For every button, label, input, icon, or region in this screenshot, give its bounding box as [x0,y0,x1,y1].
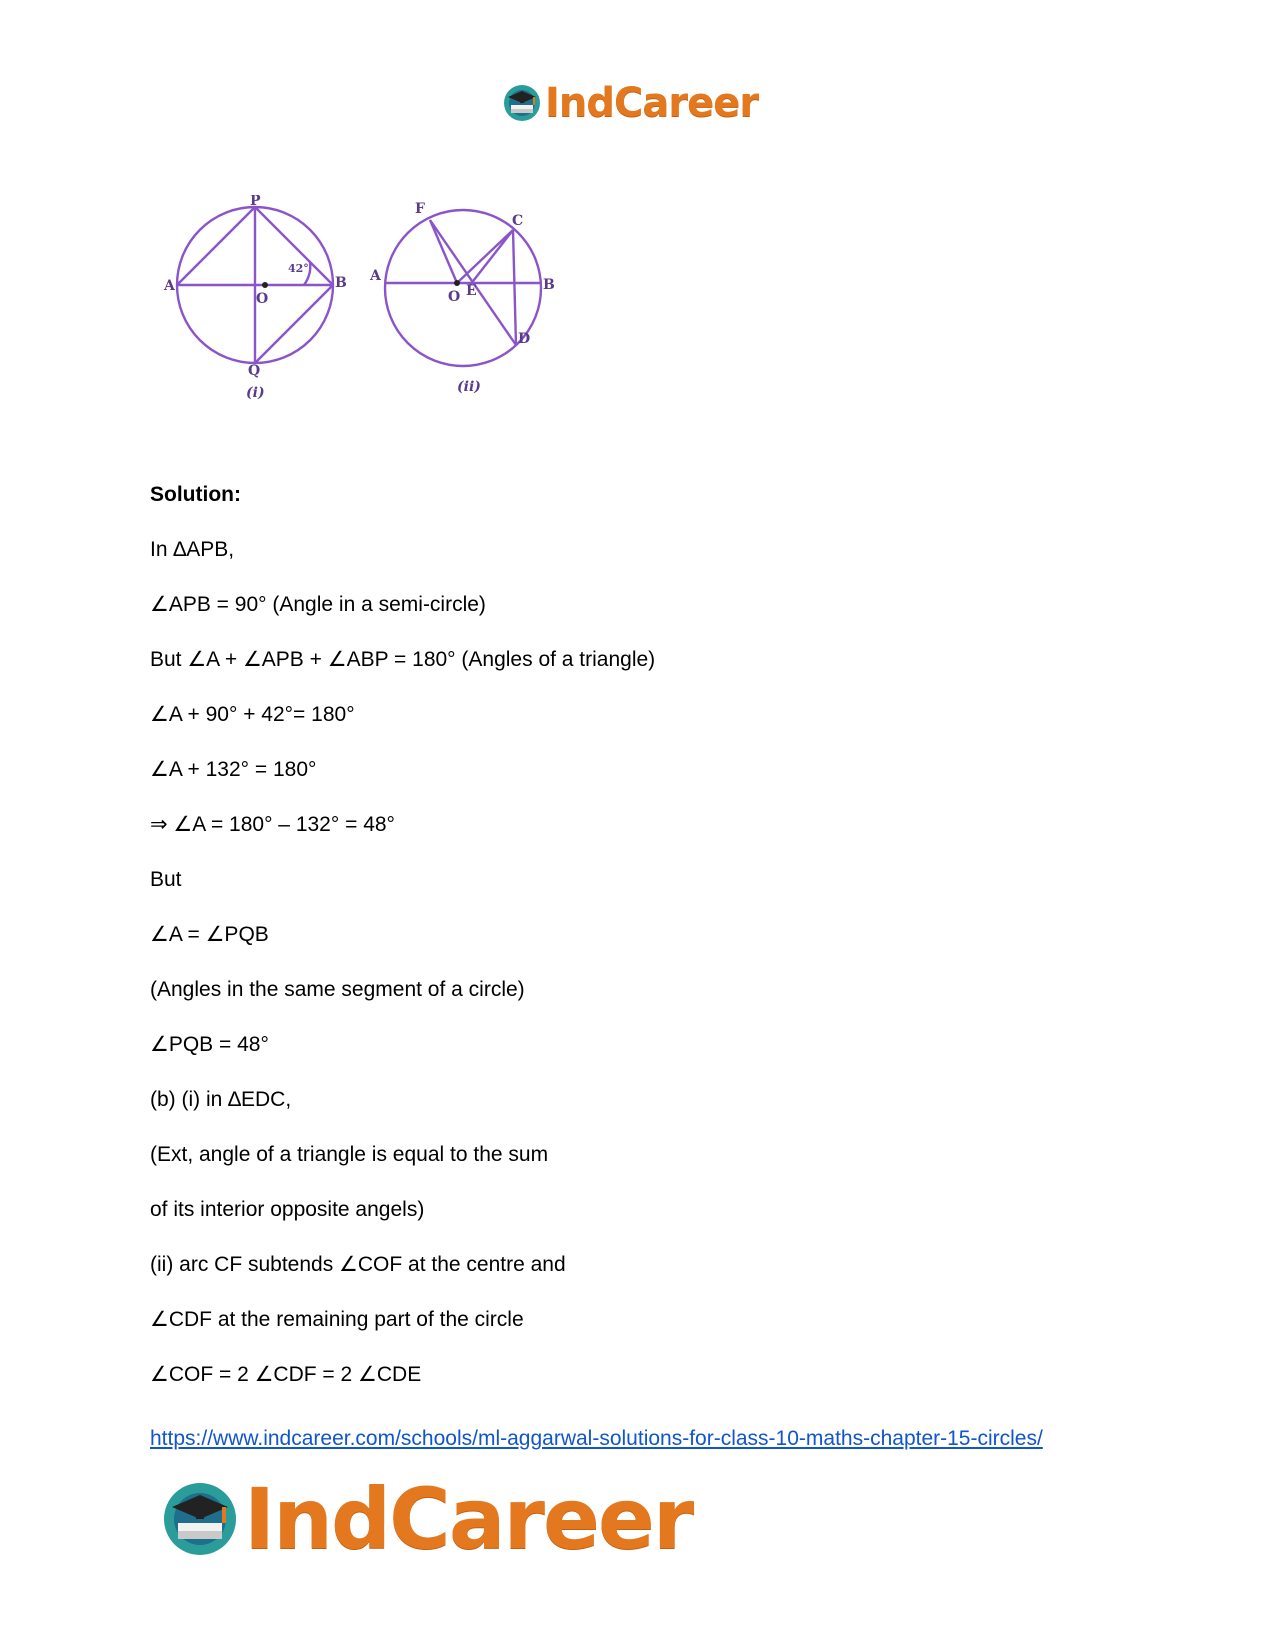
label-e: E [466,283,477,299]
label-a-i: A [164,278,175,294]
label-p: P [250,195,261,209]
solution-heading: Solution: [150,483,241,506]
solution-line: But ∠A + ∠APB + ∠ABP = 180° (Angles of a triangle) [150,648,656,671]
chord-cd [513,230,516,345]
solution-line: ∠APB = 90° (Angle in a semi-circle) [150,593,486,616]
line-oc [457,230,513,283]
line-ec [470,230,513,285]
label-a-ii: A [370,268,381,284]
center-o-i [262,282,268,288]
header-logo [502,80,758,126]
solution-line: (Ext, angle of a triangle is equal to the sum [150,1143,549,1166]
solution-line: In ∆APB, [150,538,235,561]
center-o-ii [454,280,460,286]
label-q: Q [248,363,261,379]
solution-line: ∠A + 132° = 180° [150,758,317,781]
caption-ii: (ii) [457,379,481,395]
label-b-ii: B [543,277,555,293]
solution-line: of its interior opposite angels) [150,1198,425,1221]
caption-i: (i) [246,385,265,401]
label-f: F [415,201,425,217]
label-b-i: B [335,275,347,291]
solution-line: ∠PQB = 48° [150,1033,269,1056]
label-o-i: O [256,291,269,307]
footer-logo [160,1470,692,1568]
logo-text: IndCareer [244,1470,693,1568]
solution-line: (ii) arc CF subtends ∠COF at the centre and [150,1253,566,1276]
label-c: C [512,213,524,229]
solution-line: (b) (i) in ∆EDC, [150,1088,292,1111]
solution-line: (Angles in the same segment of a circle) [150,978,525,1001]
source-link[interactable]: https://www.indcareer.com/schools/ml-aggarwal-solutions-for-class-10-maths-chapter-15-circles/ [150,1427,1043,1450]
solution-line: ∠CDF at the remaining part of the circle [150,1308,524,1331]
label-d: D [518,331,531,347]
graduation-cap-icon [160,1479,240,1559]
solution-block [150,483,1200,1418]
logo-text: IndCareer [545,80,759,126]
graduation-cap-icon [502,83,542,123]
solution-line: ∠COF = 2 ∠CDF = 2 ∠CDE [150,1363,422,1386]
solution-line: But [150,868,182,891]
label-o-ii: O [448,289,461,305]
label-angle-42: 42° [288,262,309,275]
solution-line: ∠A = ∠PQB [150,923,269,946]
solution-line: ∠A + 90° + 42°= 180° [150,703,355,726]
solution-line: ⇒ ∠A = 180° – 132° = 48° [150,813,395,836]
circle-figure-i [177,207,333,363]
circles-figure [160,195,580,430]
